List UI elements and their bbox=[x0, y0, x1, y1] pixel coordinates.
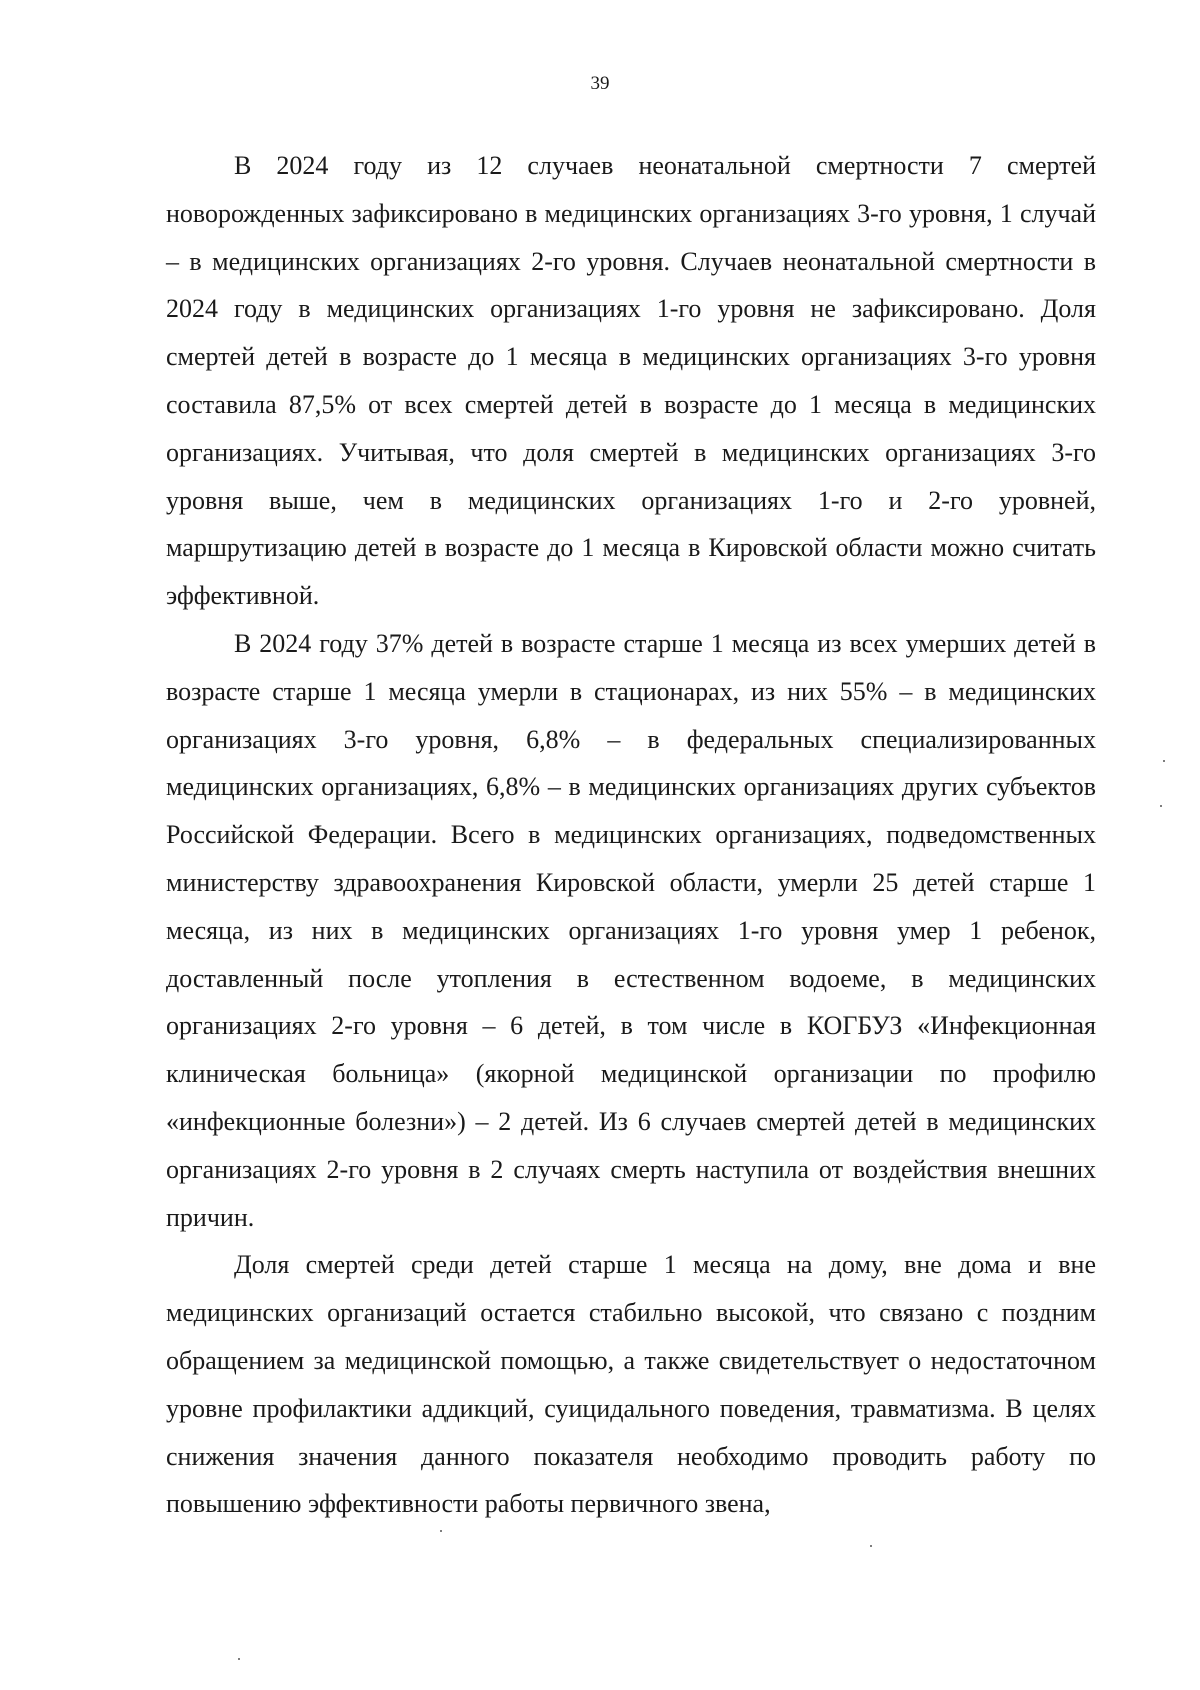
page-number: 39 bbox=[590, 73, 610, 94]
scan-speck bbox=[1160, 805, 1162, 807]
scan-speck bbox=[440, 1530, 442, 1532]
scan-speck bbox=[870, 1545, 872, 1547]
scan-speck bbox=[238, 1658, 240, 1660]
document-body bbox=[166, 142, 1096, 1528]
paragraph-home-deaths: Доля смертей среди детей старше 1 месяца на дому, вне дома и вне медицинских организаций остается стабильно высокой, что связано с поздним обращением за медицинской помощью, а также свидетельствует о недостаточном уровне профилактики аддикций, суицидального поведения, травматизма. В целях снижения значения данного показателя необходимо проводить работу по повышению эффективности работы первичного звена, bbox=[166, 1250, 1096, 1519]
scan-speck bbox=[1163, 760, 1165, 762]
paragraph-hospital-deaths: В 2024 году 37% детей в возрасте старше 1 месяца из всех умерших детей в возрасте старше 1 месяца умерли в стационарах, из них 55% – в медицинских организациях 3-го уровня, 6,8% – в федеральных специализированных медицинских организациях, 6,8% – в медицинских организациях других субъектов Российской Федерации. Всего в медицинских организациях, подведомственных министерству здравоохранения Кировской области, умерли 25 детей старше 1 месяца, из них в медицинских организациях 1-го уровня умер 1 ребенок, доставленный после утопления в естественном водоеме, в медицинских организациях 2-го уровня – 6 детей, в том числе в КОГБУЗ «Инфекционная клиническая больница» (якорной медицинской организации по профилю «инфекционные болезни») – 2 детей. Из 6 случаев смертей детей в медицинских организациях 2-го уровня в 2 случаях смерть наступила от воздействия внешних причин. bbox=[166, 628, 1096, 1232]
paragraph-neonatal-mortality: В 2024 году из 12 случаев неонатальной смертности 7 смертей новорожденных зафиксировано в медицинских организациях 3-го уровня, 1 случай – в медицинских организациях 2-го уровня. Случаев неонатальной смертности в 2024 году в медицинских организациях 1-го уровня не зафиксировано. Доля смертей детей в возрасте до 1 месяца в медицинских организациях 3-го уровня составила 87,5% от всех смертей детей в возрасте до 1 месяца в медицинских организациях. Учитывая, что доля смертей в медицинских организациях 3-го уровня выше, чем в медицинских организациях 1-го и 2-го уровней, маршрутизацию детей в возрасте до 1 месяца в Кировской области можно считать эффективной. bbox=[166, 151, 1096, 611]
